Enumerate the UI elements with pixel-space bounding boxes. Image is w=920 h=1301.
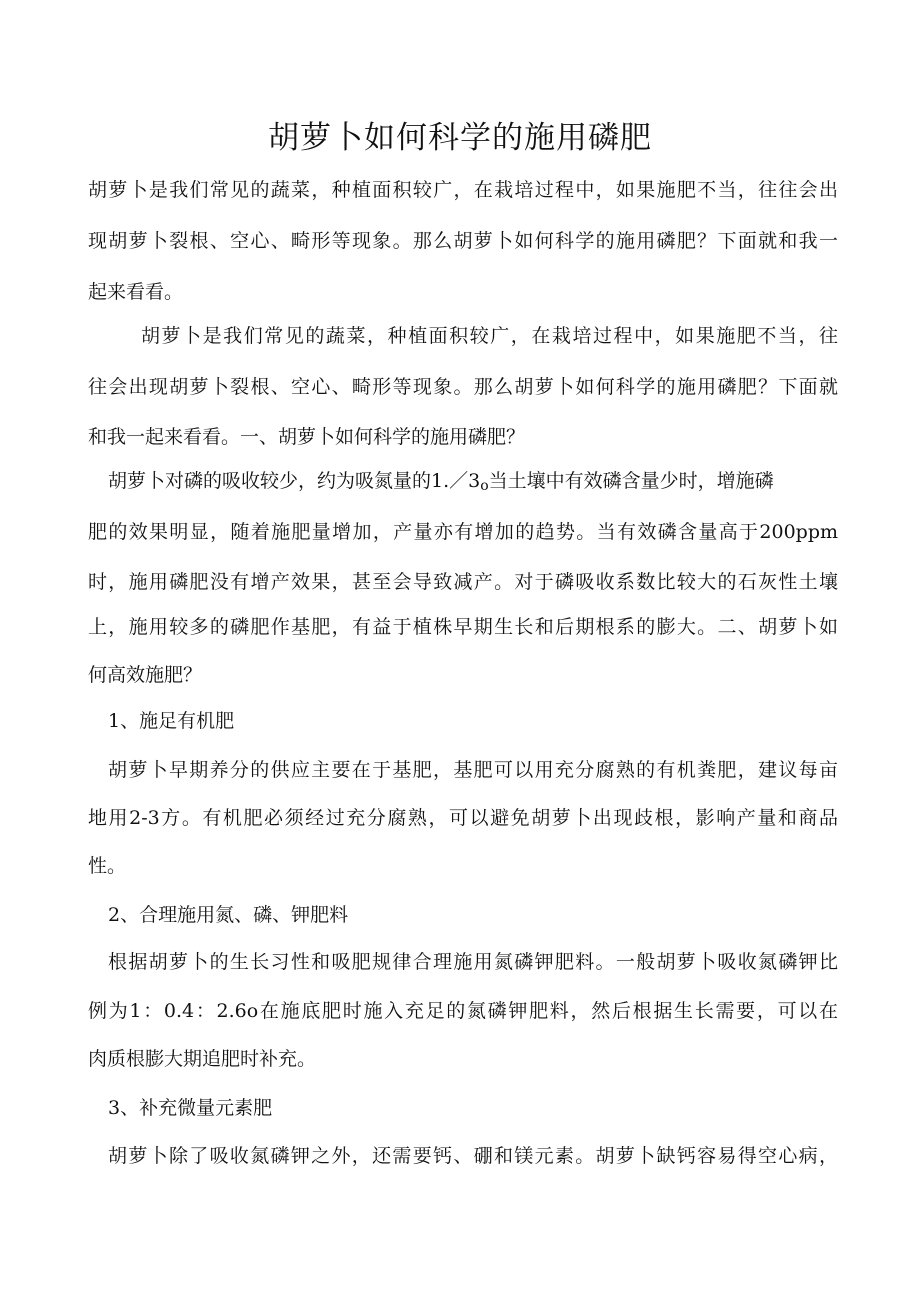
text-line: 现胡萝卜裂根、空心、畸形等现象。那么胡萝卜如何科学的施用磷肥？下面就和我一 [88,230,838,252]
text-line: 肥的效果明显，随着施肥量增加，产量亦有增加的趋势。当有效磷含量高于200ppm [88,521,838,543]
text-line: 性。 [88,855,127,877]
section-heading: 2、合理施用氮、磷、钾肥料 [108,904,349,926]
text-line: 胡萝卜除了吸收氮磷钾之外，还需要钙、硼和镁元素。胡萝卜缺钙容易得空心病， [108,1145,838,1167]
text-line: 根据胡萝卜的生长习性和吸肥规律合理施用氮磷钾肥料。一般胡萝卜吸收氮磷钾比 [108,951,838,973]
text-line: 起来看看。 [88,281,184,303]
section-heading: 1、施足有机肥 [108,710,235,732]
text-line: 胡萝卜是我们常见的蔬菜，种植面积较广，在栽培过程中，如果施肥不当，往 [141,325,838,347]
text-line: 上，施用较多的磷肥作基肥，有益于植株早期生长和后期根系的膨大。二、胡萝卜如 [88,616,838,638]
subscript-mark: o [480,478,489,494]
text-line: 时，施用磷肥没有增产效果，甚至会导致减产。对于磷吸收系数比较大的石灰性土壤 [88,571,838,593]
text-line: 肉质根膨大期追肥时补充。 [88,1048,317,1070]
text-line: 胡萝卜早期养分的供应主要在于基肥，基肥可以用充分腐熟的有机粪肥，建议每亩 [108,759,838,781]
text-line: 和我一起来看看。一、胡萝卜如何科学的施用磷肥？ [88,426,526,448]
text-line: 地用2-3方。有机肥必须经过充分腐熟，可以避免胡萝卜出现歧根，影响产量和商品 [88,807,838,829]
text-segment: 当土壤中有效磷含量少时，增施磷 [488,470,774,492]
text-line: 何高效施肥？ [88,664,203,686]
text-line: 往会出现胡萝卜裂根、空心、畸形等现象。那么胡萝卜如何科学的施用磷肥？下面就 [88,376,838,398]
text-line: 胡萝卜是我们常见的蔬菜，种植面积较广，在栽培过程中，如果施肥不当，往往会出 [88,179,838,201]
section-heading: 3、补充微量元素肥 [108,1097,273,1119]
page-title: 胡萝卜如何科学的施用磷肥 [268,120,652,156]
text-line: 例为1：0.4：2.6o在施底肥时施入充足的氮磷钾肥料，然后根据生长需要，可以在 [88,1000,838,1022]
text-segment: 胡萝卜对磷的吸收较少，约为吸氮量的1.／3 [108,470,481,492]
text-line [108,466,838,501]
